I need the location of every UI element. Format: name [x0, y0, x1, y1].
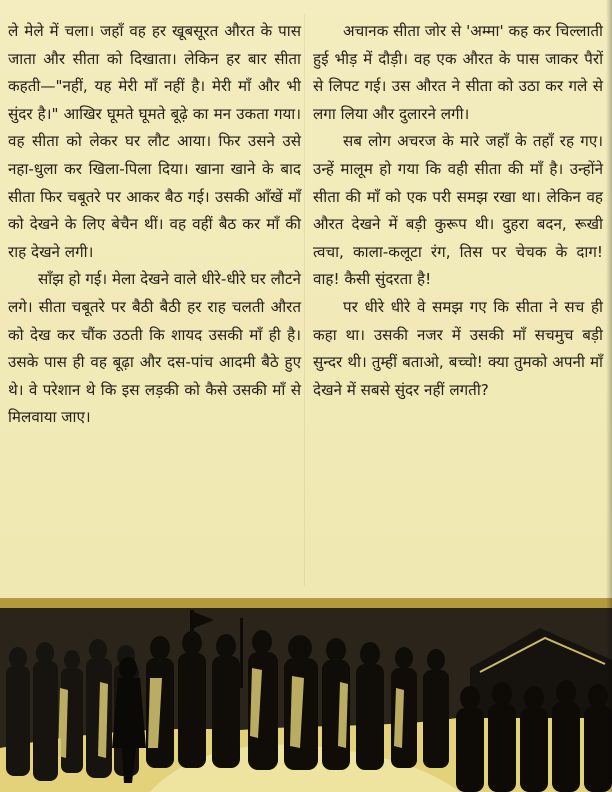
fair-crowd-illustration — [0, 598, 612, 792]
paragraph: अचानक सीता जोर से 'अम्मा' कह कर चिल्लाती हुई भीड़ में दौड़ी। वह एक औरत के पास जाकर पैरों से लिपट गई। उस औरत ने सीता को उठा कर गले से लगा लिया और दुलारने लगी। — [313, 22, 603, 123]
paragraph: ले मेले में चला। जहाँ वह हर खूबसूरत औरत के पास जाता और सीता को दिखाता। लेकिन हर बार सीता कहती—"नहीं, यह मेरी माँ नहीं है। मेरी माँ और भी सुंदर है।" आखिर घूमते घूमते बूढ़े का मन उकता गया। वह सीता को लेकर घर लौट आया। फिर उसने उसे नहा-धुला कर खिला-पिला दिया। खाना खाने के बाद सीता फिर चबूतरे पर आकर बैठ गई। उसकी आँखें माँ को देखने के लिए बेचैन थीं। वह वहीं बैठ कर माँ की राह देखने लगी। — [8, 22, 301, 261]
paragraph: साँझ हो गई। मेला देखने वाले धीरे-धीरे घर लौटने लगे। सीता चबूतरे पर बैठी बैठी हर राह चलती औरत को देख कर चौंक उठती कि शायद उसकी माँ ही है। उसके पास ही वह बूढ़ा और दस-पांच आदमी बैठे हुए थे। वे परेशान थे कि इस लड़की को कैसे उसकी माँ से मिलवाया जाए। — [8, 270, 301, 427]
paragraph: सब लोग अचरज के मारे जहाँ के तहाँ रह गए। उन्हें मालूम हो गया कि वही सीता की माँ है। उन्होंने सीता की माँ को एक परी समझ रखा था। लेकिन वह औरत देखने में बड़ी कुरूप थी। दुहरा बदन, रूखी त्वचा, काला-कलूटा रंग, तिस पर चेचक के दाग! वाह! कैसी सुंदरता है! — [313, 132, 603, 289]
crowd-right — [456, 680, 612, 792]
right-text-column — [313, 18, 603, 404]
pole — [240, 618, 243, 688]
top-band — [0, 598, 612, 608]
left-text-column — [8, 18, 301, 432]
column-divider — [304, 14, 305, 586]
page-edge-shadow — [606, 0, 612, 792]
illustration-canvas — [0, 598, 612, 792]
paragraph: पर धीरे धीरे वे समझ गए कि सीता ने सच ही कहा था। उसकी नजर में उसकी माँ सचमुच बड़ी सुन्दर थी। तुम्हीं बताओ, बच्चो! क्या तुमको अपनी माँ देखने में सबसे सुंदर नहीं लगती? — [313, 297, 603, 399]
